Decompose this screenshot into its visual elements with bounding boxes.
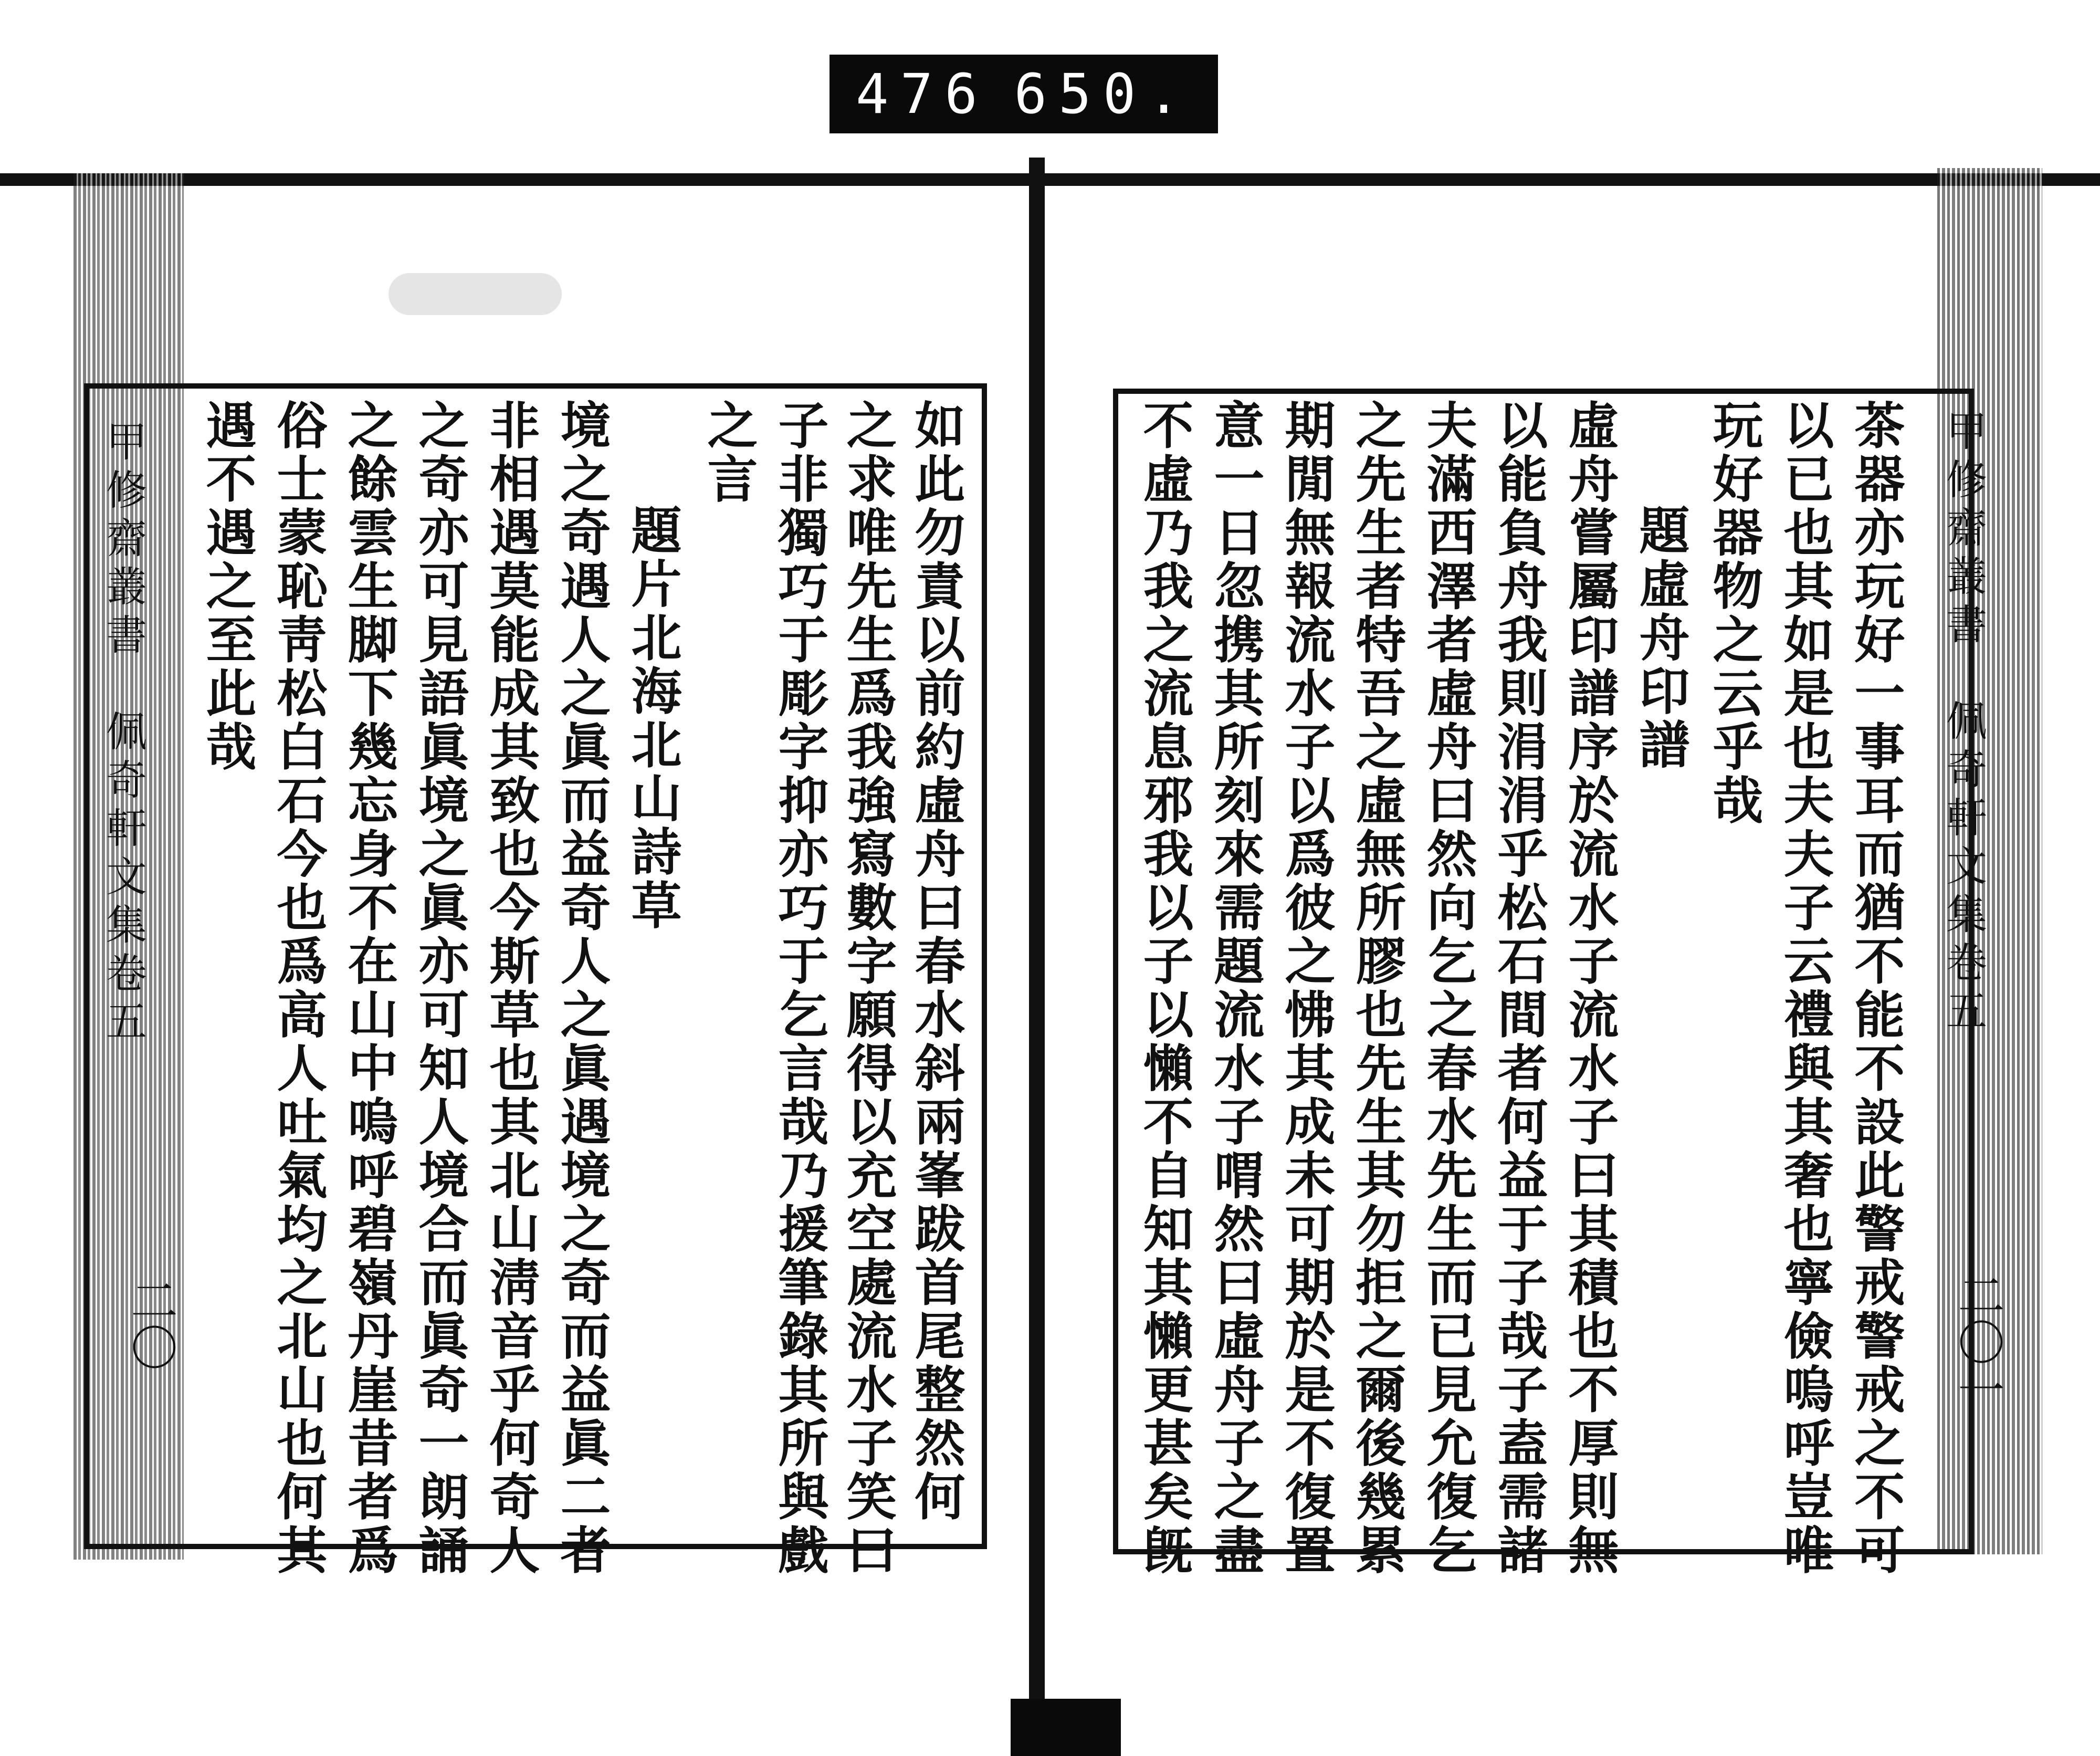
frame-number-right: 650. — [1014, 62, 1192, 126]
left-page-number: 二〇 — [122, 1276, 177, 1371]
right-column-10: 意一日忽携其所刻來需題流水子喟然曰虛舟子之盡 — [1206, 399, 1265, 1577]
right-column-8: 之先生者特吾之虛無所膠也先生其勿拒之爾後幾累 — [1348, 399, 1407, 1577]
left-column-10: 俗士蒙恥靑松白石今也爲高人吐氣均之北山也何其 — [269, 399, 328, 1577]
left-column-7: 非相遇莫能成其致也今斯草也其北山淸音乎何奇人 — [481, 399, 541, 1577]
right-column-5: 虛舟嘗屬印譜序於流水子流水子曰其積也不厚則無 — [1560, 399, 1620, 1577]
right-column-2: 以已也其如是也夫夫子云禮與其奢也寧儉嗚呼豈唯 — [1776, 399, 1835, 1577]
left-column-1: 如此勿責以前約虛舟曰春水斜兩峯跋首尾整然何 — [907, 399, 966, 1524]
frame-number-left: 476 — [856, 62, 989, 126]
archive-frame-label — [830, 55, 1218, 133]
right-column-3: 玩好器物之云乎哉 — [1705, 399, 1764, 828]
left-heading: 題片北海北山詩草 — [623, 504, 682, 933]
top-scan-bar — [0, 173, 2100, 186]
left-column-9: 之餘雲生脚下幾忘身不在山中嗚呼碧嶺丹崖昔者爲 — [340, 399, 399, 1577]
stain-mark — [388, 273, 562, 315]
book-gutter — [1029, 158, 1045, 1722]
right-heading: 題虛舟印譜 — [1631, 504, 1690, 772]
left-column-4: 之言 — [699, 399, 759, 506]
right-column-9: 期閒無報流水子以爲彼之怫其成未可期於是不復置 — [1277, 399, 1336, 1577]
left-column-2: 之求唯先生爲我強寫數字願得以充空處流水子笑曰 — [838, 399, 898, 1577]
right-column-7: 夫滿西澤者虛舟曰然向乞之春水先生而已見允復乞 — [1419, 399, 1478, 1577]
left-column-6: 境之奇遇人之眞而益奇人之眞遇境之奇而益眞二者 — [552, 399, 612, 1577]
left-column-11: 遇不遇之至此哉 — [198, 399, 257, 774]
right-column-6: 以能負舟我則涓涓乎松石間者何益于子哉子盍需諸 — [1489, 399, 1549, 1577]
right-margin-title: 甲修齋叢書 佩奇軒文集卷五 — [1939, 410, 1987, 1038]
left-margin-title: 甲修齋叢書 佩奇軒文集卷五 — [99, 420, 146, 1048]
left-column-8: 之奇亦可見語眞境之眞亦可知人境合而眞奇一朗誦 — [411, 399, 470, 1577]
gutter-clip — [1011, 1699, 1121, 1756]
right-column-1: 茶器亦玩好一事耳而猶不能不設此警戒警戒之不可 — [1846, 399, 1906, 1577]
right-page-number: 二〇一 — [1949, 1271, 2004, 1413]
right-column-11: 不虛乃我之流息邪我以子以懶不自知其懶更甚矣旣 — [1135, 399, 1194, 1577]
left-column-3: 子非獨巧于彫字抑亦巧于乞言哉乃援筆錄其所與戲 — [770, 399, 830, 1577]
